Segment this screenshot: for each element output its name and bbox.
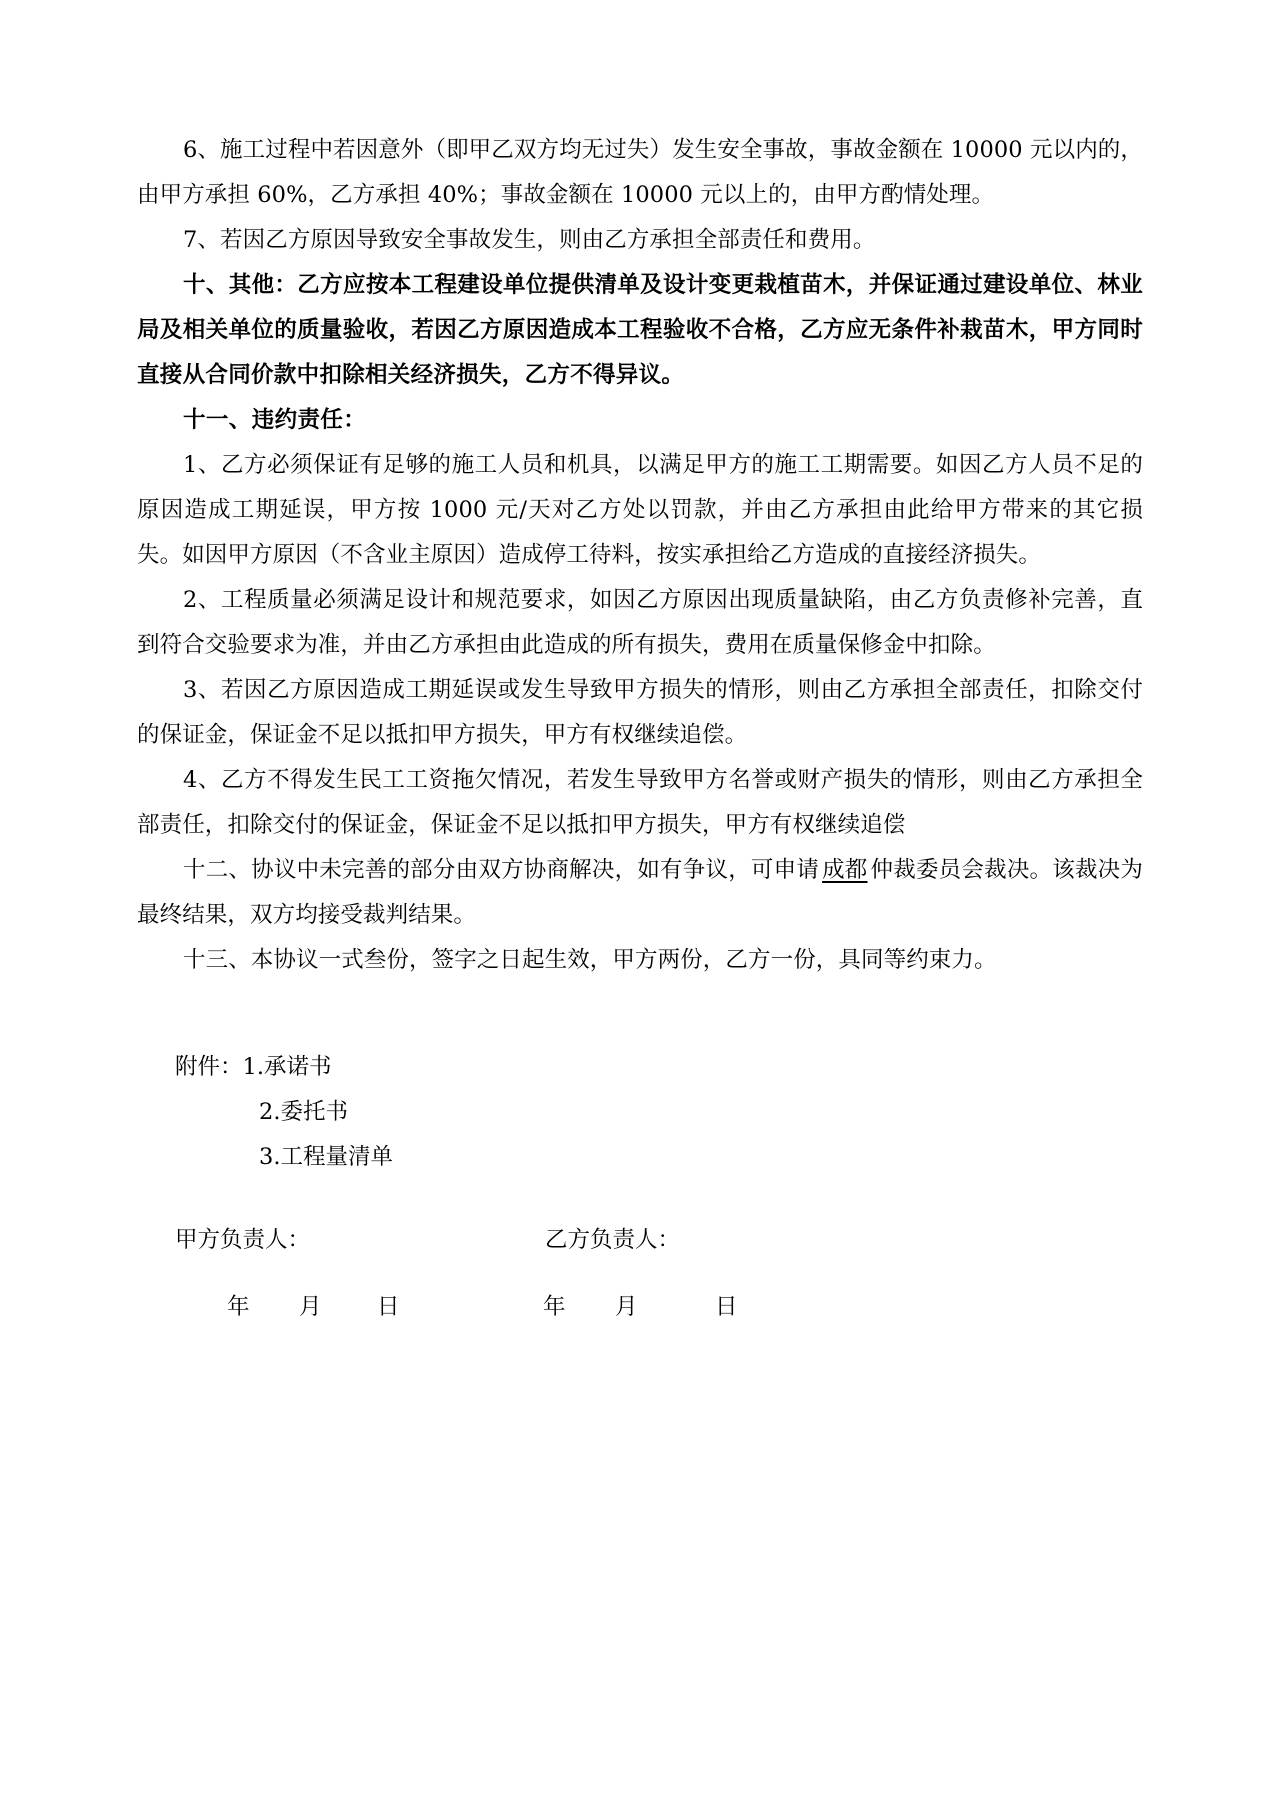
party-b-signature-label: 乙方负责人： xyxy=(545,1227,681,1253)
clause-11-2-paragraph: 2、工程质量必须满足设计和规范要求，如因乙方原因出现质量缺陷，由乙方负责修补完善，直到符合交验要求为准，并由乙方承担由此造成的所有损失，费用在质量保修金中扣除。 xyxy=(137,587,1143,658)
clause-11-1-paragraph: 1、乙方必须保证有足够的施工人员和机具，以满足甲方的施工工期需要。如因乙方人员不足的原因造成工期延误，甲方按 1000 元/天对乙方处以罚款，并由乙方承担由此给甲方带来的其它损失。如因甲方原因（不含业主原因）造成停工待料，按实承担给乙方造成的直接经济损失。 xyxy=(137,452,1143,568)
clause-11-4-paragraph: 4、乙方不得发生民工工资拖欠情况，若发生导致甲方名誉或财产损失的情形，则由乙方承担全部责任，扣除交付的保证金，保证金不足以抵扣甲方损失，甲方有权继续追偿 xyxy=(137,767,1143,838)
section-13-paragraph: 十三、本协议一式叁份，签字之日起生效，甲方两份，乙方一份，具同等约束力。 xyxy=(183,947,997,973)
party-b-date-day: 日 xyxy=(715,1294,738,1320)
section-10-paragraph: 十、其他：乙方应按本工程建设单位提供清单及设计变更栽植苗木，并保证通过建设单位、林业局及相关单位的质量验收，若因乙方原因造成本工程验收不合格，乙方应无条件补栽苗木，甲方同时直接从合同价款中扣除相关经济损失，乙方不得异议。 xyxy=(137,272,1143,388)
signature-block xyxy=(137,1218,1143,1263)
attachment-item-3: 3.工程量清单 xyxy=(259,1144,393,1170)
party-b-date-year: 年 xyxy=(543,1294,566,1320)
document-body xyxy=(137,128,1143,1180)
attachment-item-2: 2.委托书 xyxy=(259,1099,348,1125)
party-a-signature-label: 甲方负责人： xyxy=(175,1227,311,1253)
clause-11-3-paragraph: 3、若因乙方原因造成工期延误或发生导致甲方损失的情形，则由乙方承担全部责任，扣除交付的保证金，保证金不足以抵扣甲方损失，甲方有权继续追偿。 xyxy=(137,677,1143,748)
section-12-prefix-text: 十二、协议中未完善的部分由双方协商解决，如有争议，可申请 xyxy=(183,857,820,883)
clause-7-paragraph: 7、若因乙方原因导致安全事故发生，则由乙方承担全部责任和费用。 xyxy=(183,227,876,253)
clause-6-paragraph: 6、施工过程中若因意外（即甲乙双方均无过失）发生安全事故，事故金额在 10000 元以内的，由甲方承担 60%，乙方承担 40%；事故金额在 10000 元以上的，由甲方酌情处理。 xyxy=(137,137,1143,208)
attachment-list xyxy=(137,1045,1143,1180)
party-b-date-month: 月 xyxy=(615,1294,638,1320)
section-12-paragraph xyxy=(137,848,1143,938)
party-a-date-day: 日 xyxy=(377,1294,400,1320)
arbitration-location-blank: 成都 xyxy=(822,857,868,883)
signature-names-row xyxy=(137,1218,1143,1263)
attachment-item-1: 附件：1.承诺书 xyxy=(175,1054,332,1080)
party-a-date-year: 年 xyxy=(227,1294,250,1320)
signature-date-block xyxy=(137,1285,1143,1330)
signature-date-row xyxy=(137,1285,1143,1330)
section-12-suffix-text: 仲裁委员会裁决。该裁决为最终结果，双方均接受裁判结果。 xyxy=(137,857,1143,928)
section-11-heading: 十一、违约责任： xyxy=(183,407,367,433)
party-a-date-month: 月 xyxy=(299,1294,322,1320)
